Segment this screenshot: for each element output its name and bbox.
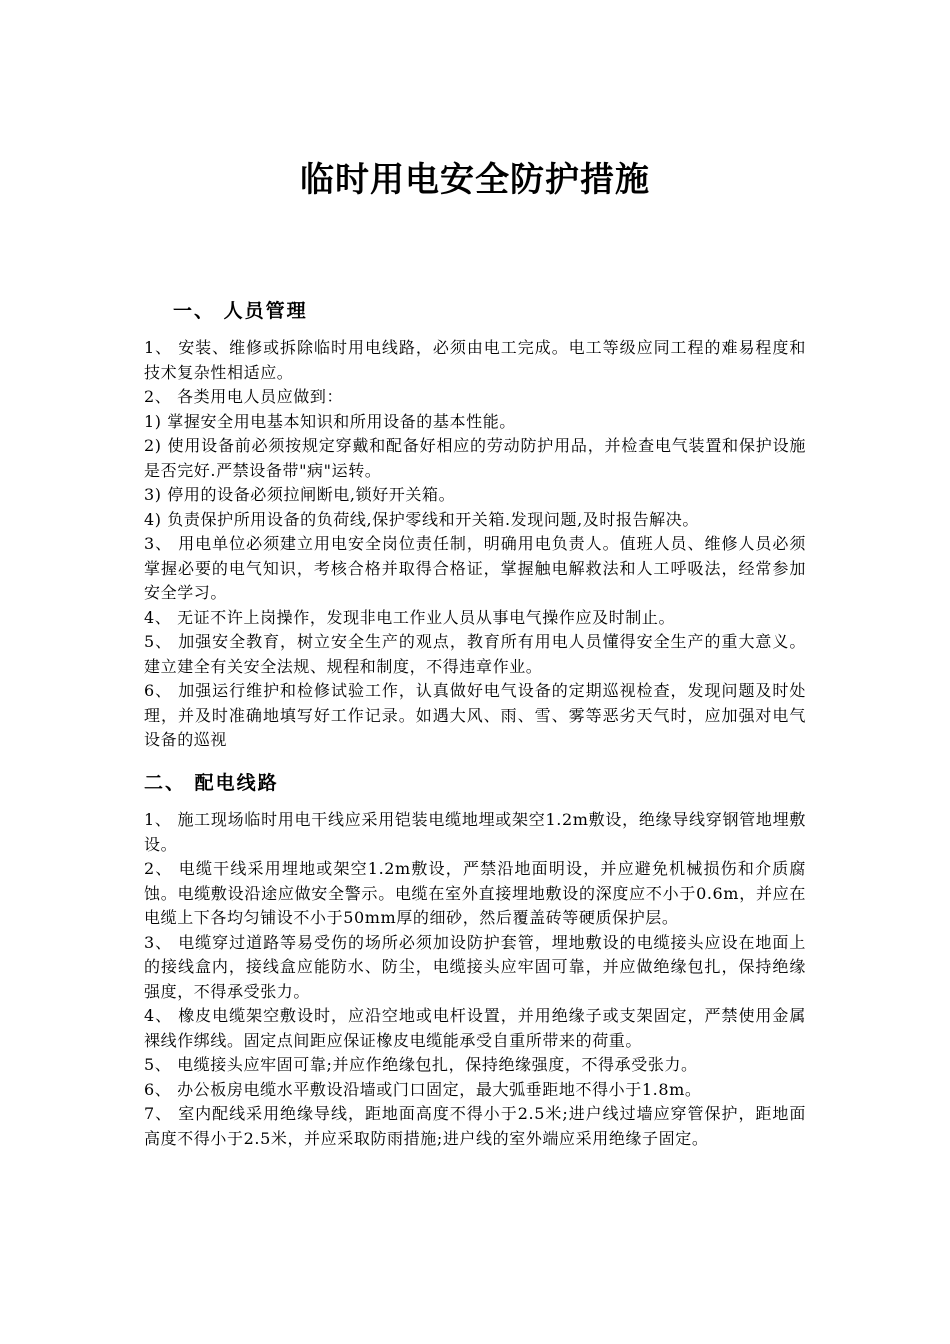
section-heading-personnel: 一、 人员管理 (173, 300, 308, 322)
paragraph: 2、 各类用电人员应做到： (144, 387, 344, 406)
section-body-personnel (144, 336, 806, 753)
paragraph: 3) 停用的设备必须拉闸断电,锁好开关箱。 (144, 485, 456, 504)
paragraph: 3、 用电单位必须建立用电安全岗位责任制，明确用电负责人。值班人员、维修人员必须掌握必要的电气知识，考核合格并取得合格证，掌握触电解救法和人工呼吸法，经常参加安全学习。 (144, 534, 806, 602)
paragraph: 7、 室内配线采用绝缘导线，距地面高度不得小于2.5米;进户线过墙应穿管保护，距地面高度不得小于2.5米，并应采取防雨措施;进户线的室外端应采用绝缘子固定。 (144, 1104, 806, 1148)
paragraph: 5、 加强安全教育，树立安全生产的观点，教育所有用电人员懂得安全生产的重大意义。建立建全有关安全法规、规程和制度，不得违章作业。 (144, 632, 806, 676)
paragraph: 2、 电缆干线采用埋地或架空1.2m敷设，严禁沿地面明设，并应避免机械损伤和介质腐蚀。电缆敷设沿途应做安全警示。电缆在室外直接埋地敷设的深度应不小于0.6m，并应在电缆上下各均匀铺设不小于50mm厚的细砂，然后覆盖砖等硬质保护层。 (144, 859, 806, 927)
paragraph: 6、 加强运行维护和检修试验工作，认真做好电气设备的定期巡视检查，发现问题及时处理，并及时准确地填写好工作记录。如遇大风、雨、雪、雾等恶劣天气时，应加强对电气设备的巡视 (144, 681, 806, 749)
paragraph: 3、 电缆穿过道路等易受伤的场所必须加设防护套管，埋地敷设的电缆接头应设在地面上的接线盒内，接线盒应能防水、防尘，电缆接头应牢固可靠，并应做绝缘包扎，保持绝缘强度，不得承受张力。 (144, 932, 806, 1001)
paragraph: 1) 掌握安全用电基本知识和所用设备的基本性能。 (144, 411, 516, 431)
paragraph: 1、 施工现场临时用电干线应采用铠装电缆地埋或架空1.2m敷设，绝缘导线穿钢管地埋敷设。 (144, 810, 806, 854)
paragraph: 4、 无证不许上岗操作，发现非电工作业人员从事电气操作应及时制止。 (144, 607, 676, 627)
paragraph: 6、 办公板房电缆水平敷设沿墙或门口固定，最大弧垂距地不得小于1.8m。 (144, 1079, 702, 1099)
section-body-wiring (144, 808, 806, 1151)
paragraph: 5、 电缆接头应牢固可靠;并应作绝缘包扎，保持绝缘强度，不得承受张力。 (144, 1055, 698, 1074)
paragraph: 4) 负责保护所用设备的负荷线,保护零线和开关箱.发现问题,及时报告解决。 (144, 509, 699, 529)
section-heading-wiring: 二、 配电线路 (144, 772, 279, 794)
document-title: 临时用电安全防护措施 (300, 160, 650, 200)
paragraph: 4、 橡皮电缆架空敷设时，应沿空地或电杆设置，并用绝缘子或支架固定，严禁使用金属裸线作绑线。固定点间距应保证橡皮电缆能承受自重所带来的荷重。 (144, 1006, 806, 1050)
paragraph: 2) 使用设备前必须按规定穿戴和配备好相应的劳动防护用品，并检查电气装置和保护设施是否完好.严禁设备带"病"运转。 (144, 436, 806, 480)
paragraph: 1、 安装、维修或拆除临时用电线路，必须由电工完成。电工等级应同工程的难易程度和技术复杂性相适应。 (144, 338, 806, 382)
